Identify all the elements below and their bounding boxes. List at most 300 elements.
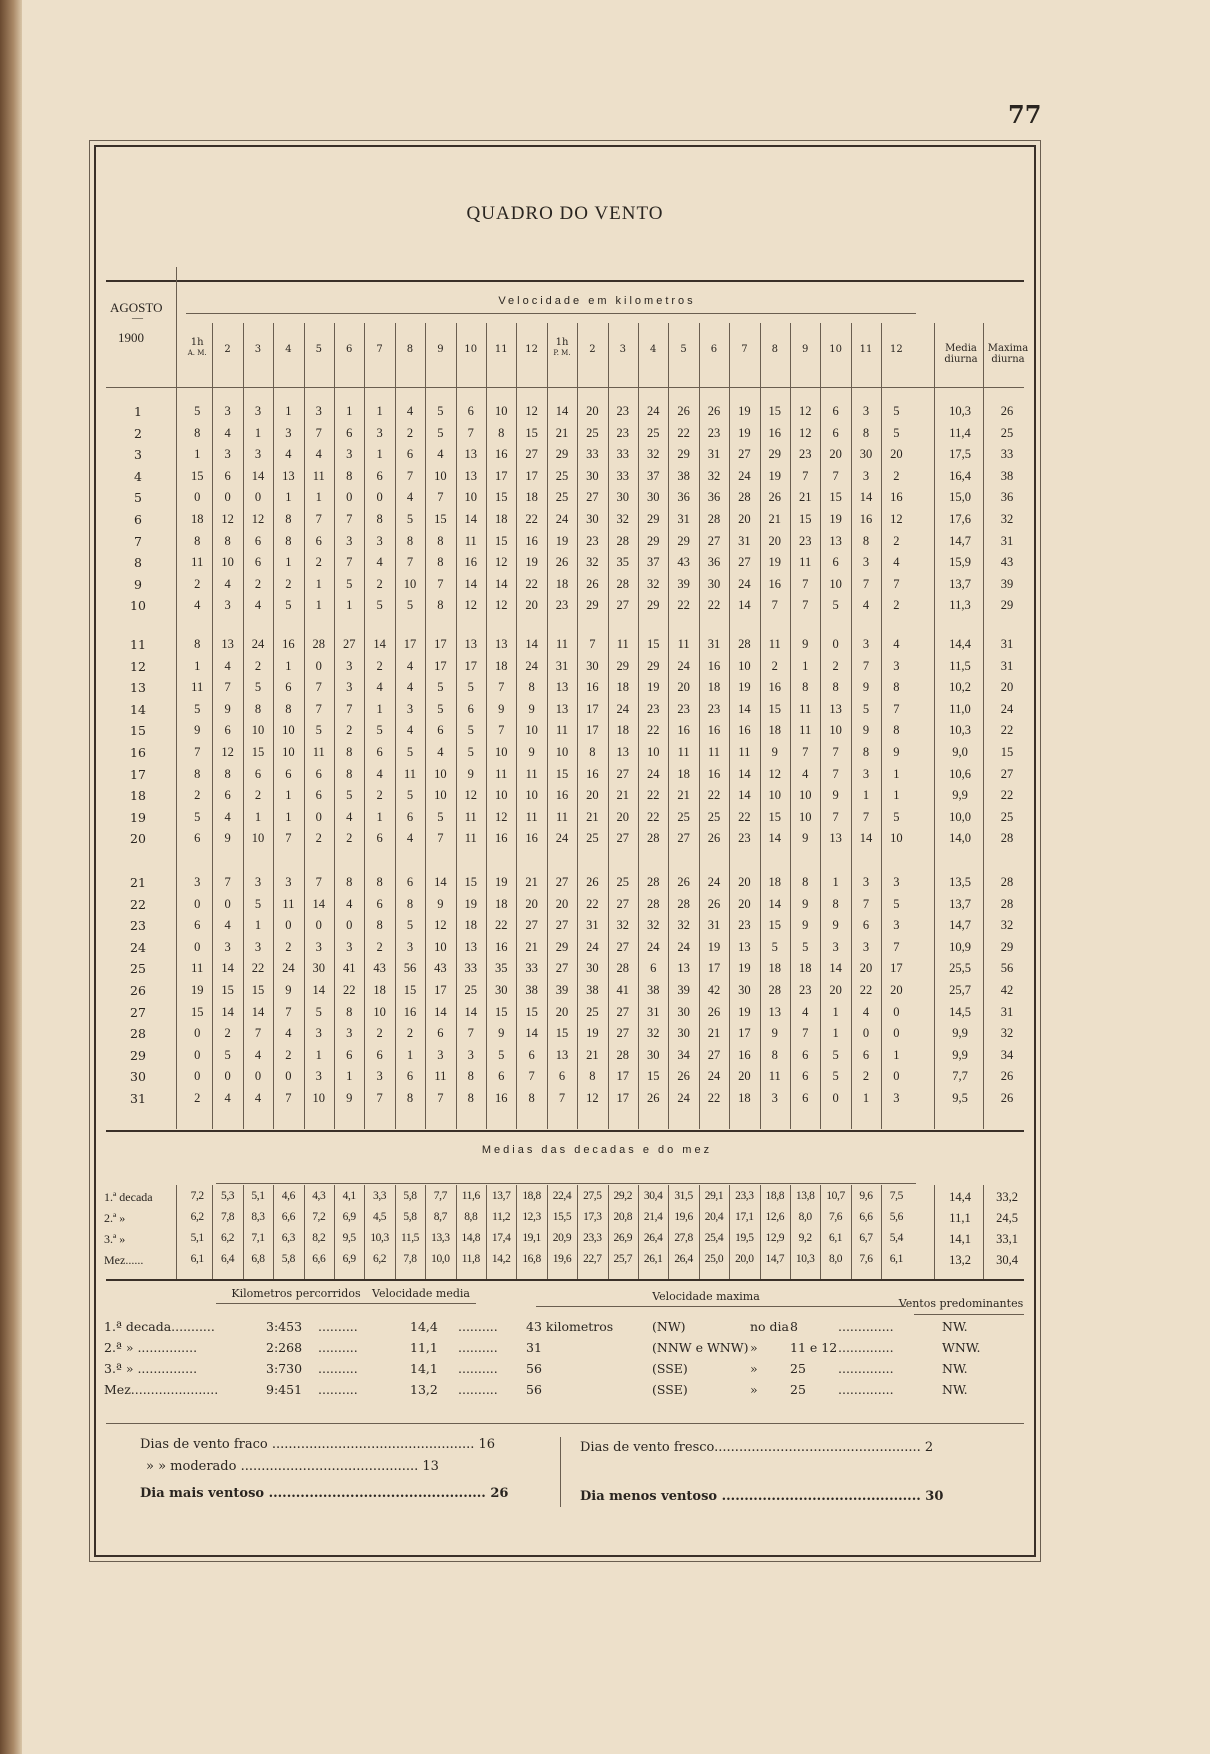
hourly-velocity: 16 [738,1047,751,1062]
hourly-velocity: 10 [525,788,538,803]
hourly-velocity: 9 [802,637,809,651]
hour-header-label: 10 [829,344,842,355]
hourly-velocity: 5 [832,1069,839,1084]
hourly-velocity: 4 [285,447,292,462]
decada-hourly-mean: 12,9 [765,1232,785,1244]
hourly-velocity: 14 [251,1004,265,1019]
hourly-velocity: 2 [254,788,262,803]
hourly-velocity: 0 [832,1091,839,1105]
summary-dia: 25 [790,1361,806,1376]
hourly-velocity: 33 [525,961,538,976]
hourly-velocity: 18 [494,658,508,673]
column-rule [983,1185,984,1279]
hourly-velocity: 23 [798,533,812,548]
hourly-velocity: 1 [862,788,870,803]
hourly-velocity: 7 [802,1026,809,1041]
hourly-velocity: 5 [346,576,353,591]
hourly-velocity: 2 [194,576,201,591]
hourly-velocity: 14 [221,1004,234,1019]
hourly-velocity: 7 [862,896,870,911]
hourly-velocity: 1 [285,490,292,505]
hourly-velocity: 11 [191,555,204,570]
day-number: 2 [134,425,142,441]
hourly-velocity: 3 [346,1026,353,1041]
hourly-velocity: 33 [464,961,478,976]
hourly-velocity: 10 [282,723,295,738]
hourly-velocity: 10 [251,831,265,846]
hourly-velocity: 16 [464,555,478,570]
hourly-velocity: 19 [738,1004,751,1019]
decada-hourly-mean: 6,4 [220,1253,235,1265]
hourly-velocity: 7 [254,1026,262,1041]
hourly-velocity: 4 [893,555,900,570]
hourly-velocity: 0 [224,896,231,911]
hourly-velocity: 21 [525,875,538,889]
decadas-group-rule [216,1183,916,1184]
hourly-velocity: 7 [437,1091,444,1105]
hourly-velocity: 9 [893,745,900,759]
maxima-diurna: 24 [1000,701,1014,716]
summary-label: 3.ª » ............... [104,1361,198,1376]
media-diurna: 14,7 [949,918,971,933]
summary-dia: 8 [790,1319,798,1334]
hourly-velocity: 11 [403,766,417,781]
leader-dots: .......... [458,1361,498,1376]
hourly-velocity: 1 [194,447,201,462]
book-binding [0,0,22,1754]
hourly-velocity: 2 [406,1026,414,1041]
hourly-velocity: 8 [862,425,870,440]
hourly-velocity: 24 [282,961,295,976]
hourly-velocity: 12 [464,598,478,613]
hourly-velocity: 27 [616,939,630,954]
hourly-velocity: 13 [555,680,569,695]
hourly-velocity: 20 [555,896,569,911]
hourly-velocity: 3 [285,425,292,440]
hourly-velocity: 0 [285,918,292,933]
hourly-velocity: 3 [346,939,353,954]
hourly-velocity: 8 [194,637,201,651]
decada-hourly-mean: 8,7 [433,1211,447,1223]
hourly-velocity: 18 [707,680,721,695]
hourly-velocity: 22 [586,896,599,911]
hourly-velocity: 4 [406,658,414,673]
media-diurna: 16,4 [949,468,971,483]
maxima-diurna: 25 [1000,425,1014,440]
hourly-velocity: 9 [467,766,474,781]
hourly-velocity: 11 [768,637,781,651]
hourly-velocity: 1 [406,1047,414,1062]
hour-header [699,344,729,355]
hourly-velocity: 18 [464,918,478,933]
decada-maxima: 33,1 [996,1232,1018,1246]
leader-dots: .............. [838,1319,894,1334]
day-number: 9 [134,576,142,592]
hourly-velocity: 21 [707,1026,721,1041]
hourly-velocity: 10 [434,788,447,803]
hourly-velocity: 14 [373,637,386,651]
hourly-velocity: 7 [315,875,322,889]
decada-hourly-mean: 5,8 [403,1190,417,1202]
column-rule [934,323,935,1129]
hourly-velocity: 11 [616,637,629,651]
maxima-diurna: 28 [1000,896,1014,911]
hourly-velocity: 3 [224,939,231,954]
hourly-velocity: 1 [315,576,322,591]
hourly-velocity: 1 [285,555,292,570]
hourly-velocity: 6 [254,533,262,548]
decada-hourly-mean: 31,5 [674,1190,693,1202]
leader-dots: .......... [318,1319,358,1334]
hourly-velocity: 32 [646,918,660,933]
decada-maxima: 24,5 [996,1211,1018,1225]
day-number: 1 [134,404,142,419]
hourly-velocity: 5 [315,1004,322,1019]
column-rule [176,267,177,1129]
decada-hourly-mean: 20,9 [552,1232,572,1244]
decada-hourly-mean: 6,2 [220,1232,235,1244]
day-number: 28 [130,1026,146,1042]
hourly-velocity: 10 [282,745,295,759]
hourly-velocity: 0 [893,1026,900,1041]
hourly-velocity: 7 [558,1091,566,1105]
hourly-velocity: 15 [190,1004,204,1019]
decada-hourly-mean: 12,3 [522,1211,541,1223]
hourly-velocity: 2 [346,723,353,738]
summary-rule-velmax [536,1306,906,1307]
hourly-velocity: 15 [494,490,508,505]
hour-header [304,344,334,355]
hourly-velocity: 7 [315,680,322,695]
hourly-velocity: 13 [555,1047,569,1062]
decada-label: 1.ª decada [104,1190,153,1204]
summary-dia-word: no dia [750,1319,790,1334]
hourly-velocity: 13 [677,961,690,976]
hourly-velocity: 6 [194,918,201,933]
maxima-diurna: 56 [1000,961,1014,976]
decada-hourly-mean: 11,6 [461,1190,480,1202]
hourly-velocity: 9 [862,723,870,738]
hourly-velocity: 8 [376,512,383,526]
column-rule [983,323,984,1129]
hourly-velocity: 2 [346,831,353,846]
hourly-velocity: 5 [315,723,322,738]
hourly-velocity: 12 [434,918,447,933]
decada-hourly-mean: 5,8 [281,1253,295,1265]
maxima-diurna: 33 [1000,447,1014,462]
hourly-velocity: 8 [437,555,444,570]
hourly-velocity: 9 [528,701,535,716]
media-diurna: 10,3 [949,723,971,738]
decada-hourly-mean: 26,9 [613,1232,633,1244]
hourly-velocity: 2 [376,788,383,803]
hourly-velocity: 6 [376,831,383,846]
hourly-velocity: 4 [437,745,444,759]
hourly-velocity: 7 [893,939,900,954]
hourly-velocity: 28 [738,490,751,505]
day-number: 7 [134,533,142,549]
hourly-velocity: 15 [555,1026,569,1041]
maxima-diurna: 27 [1000,766,1014,781]
hourly-velocity: 16 [859,512,873,526]
hourly-velocity: 28 [616,961,630,976]
decada-hourly-mean: 21,4 [643,1211,663,1223]
hourly-velocity: 37 [646,468,660,483]
hourly-velocity: 1 [346,598,353,613]
day-number: 3 [134,447,142,463]
hourly-velocity: 6 [406,1069,414,1084]
hourly-velocity: 1 [893,788,900,803]
decada-hourly-mean: 23,3 [583,1232,602,1244]
hourly-velocity: 2 [285,576,292,591]
hourly-velocity: 7 [285,831,292,846]
hour-header [334,344,364,355]
hourly-velocity: 10 [312,1091,326,1105]
hourly-velocity: 15 [768,404,782,418]
hourly-velocity: 12 [768,766,782,781]
hourly-velocity: 7 [346,701,353,716]
hourly-velocity: 29 [555,939,569,954]
decada-hourly-mean: 19,6 [674,1211,693,1223]
hourly-velocity: 2 [285,939,292,954]
hourly-velocity: 4 [376,555,383,570]
hourly-velocity: 5 [406,918,414,933]
hourly-velocity: 38 [646,983,660,997]
hourly-velocity: 10 [768,788,782,803]
hourly-velocity: 7 [832,468,839,483]
decada-hourly-mean: 25,4 [704,1232,724,1244]
hourly-velocity: 11 [525,766,538,781]
hourly-velocity: 23 [707,701,721,716]
hourly-velocity: 6 [315,766,322,781]
hourly-velocity: 30 [677,1004,690,1019]
hourly-velocity: 6 [802,1047,809,1062]
day-number: 13 [130,680,146,696]
hourly-velocity: 36 [707,490,721,505]
hourly-velocity: 11 [677,637,690,651]
summary-direction: (NNW e WNW) [652,1340,749,1355]
hourly-velocity: 8 [832,680,839,695]
decada-hourly-mean: 6,1 [889,1253,903,1265]
hourly-velocity: 1 [315,598,322,613]
hourly-velocity: 22 [677,425,690,440]
hourly-velocity: 4 [406,404,414,418]
leader-dots: .......... [318,1361,358,1376]
hourly-velocity: 11 [191,680,204,695]
hourly-velocity: 19 [555,533,569,548]
decada-hourly-mean: 23,3 [735,1190,754,1202]
hourly-velocity: 11 [768,1069,781,1084]
hourly-velocity: 9 [528,745,535,759]
hourly-velocity: 10 [646,745,660,759]
hourly-velocity: 7 [376,1091,383,1105]
maxima-diurna: 43 [1000,555,1014,570]
maxima-diurna: 26 [1000,1091,1014,1105]
hourly-velocity: 4 [254,1091,262,1105]
hourly-velocity: 14 [434,1004,447,1019]
hourly-velocity: 6 [285,766,292,781]
hourly-velocity: 30 [707,576,721,591]
summary-label: Mez...................... [104,1382,219,1397]
decada-hourly-mean: 26,4 [674,1253,693,1265]
hourly-velocity: 7 [194,745,201,759]
hourly-velocity: 15 [525,425,538,440]
hourly-velocity: 11 [555,723,569,738]
decada-hourly-mean: 7,8 [220,1211,235,1223]
hourly-velocity: 6 [406,875,414,889]
hour-header [668,344,698,355]
hourly-velocity: 30 [586,961,599,976]
hourly-velocity: 20 [768,533,782,548]
hourly-velocity: 6 [224,723,231,738]
hour-header-label: 5 [680,344,687,355]
hourly-velocity: 30 [586,512,599,526]
hourly-velocity: 24 [738,576,751,591]
decada-hourly-mean: 6,9 [342,1211,356,1223]
hourly-velocity: 13 [494,637,508,651]
hourly-velocity: 27 [677,831,690,846]
hourly-velocity: 41 [342,961,356,976]
hourly-velocity: 1 [285,809,292,824]
decada-hourly-mean: 7,2 [190,1190,204,1202]
hourly-velocity: 9 [862,680,870,695]
hourly-velocity: 11 [312,468,325,483]
hourly-velocity: 36 [677,490,690,505]
hourly-velocity: 29 [646,598,660,613]
decada-hourly-mean: 9,6 [859,1190,873,1202]
hourly-velocity: 9 [771,1026,778,1041]
hourly-velocity: 2 [893,598,900,613]
hourly-velocity: 16 [494,831,508,846]
hourly-velocity: 4 [406,490,414,505]
hourly-velocity: 31 [555,658,569,673]
hourly-velocity: 26 [586,576,599,591]
hourly-velocity: 6 [224,468,231,483]
media-diurna: 14,0 [949,831,971,846]
hourly-velocity: 1 [376,701,383,716]
hourly-velocity: 8 [832,896,839,911]
decada-hourly-mean: 4,5 [372,1211,387,1223]
hourly-velocity: 3 [315,1069,322,1084]
decada-hourly-mean: 8,0 [828,1253,843,1265]
hourly-velocity: 16 [890,490,903,505]
hourly-velocity: 14 [738,788,751,803]
hourly-velocity: 21 [525,939,538,954]
hourly-velocity: 16 [738,723,751,738]
hour-header-label: 2 [589,344,596,355]
hourly-velocity: 3 [862,555,870,570]
hour-header [851,344,881,355]
hourly-velocity: 8 [802,680,809,695]
hourly-velocity: 22 [494,918,508,933]
hourly-velocity: 16 [494,939,508,954]
hourly-velocity: 30 [586,468,599,483]
hourly-velocity: 6 [315,533,322,548]
hourly-velocity: 6 [376,896,383,911]
hour-header [516,344,546,355]
day-number: 5 [134,490,142,506]
hourly-velocity: 20 [890,447,903,462]
hourly-velocity: 23 [798,447,812,462]
hourly-velocity: 33 [616,447,630,462]
hourly-velocity: 7 [589,637,596,651]
hourly-velocity: 3 [862,939,870,954]
hourly-velocity: 28 [677,896,690,911]
hourly-velocity: 18 [768,961,782,976]
decada-hourly-mean: 26,1 [643,1253,663,1265]
maxima-diurna: 26 [1000,404,1014,418]
decada-hourly-mean: 18,8 [522,1190,541,1202]
hourly-velocity: 0 [862,1026,870,1041]
hourly-velocity: 19 [738,961,751,976]
hourly-velocity: 17 [434,637,447,651]
hour-header [425,344,455,355]
media-diurna: 10,6 [949,766,971,781]
hourly-velocity: 4 [224,1091,231,1105]
hourly-velocity: 34 [677,1047,690,1062]
hourly-velocity: 7 [406,468,414,483]
hourly-velocity: 32 [677,918,690,933]
hourly-velocity: 39 [555,983,569,997]
decada-hourly-mean: 22,7 [583,1253,602,1265]
hourly-velocity: 17 [707,961,721,976]
decada-hourly-mean: 18,8 [765,1190,785,1202]
leader-dots: .......... [318,1382,358,1397]
hourly-velocity: 38 [525,983,538,997]
pm-label: P. M. [553,349,571,357]
hourly-velocity: 1 [376,404,383,418]
maxima-diurna: 25 [1000,809,1014,824]
hourly-velocity: 11 [799,701,812,716]
leader-dots: .......... [318,1340,358,1355]
hourly-velocity: 20 [738,875,751,889]
hourly-velocity: 8 [346,1004,353,1019]
hourly-velocity: 25 [586,831,599,846]
hourly-velocity: 0 [315,658,322,673]
maxima-diurna: 34 [1000,1047,1014,1062]
hourly-velocity: 38 [677,468,690,483]
hourly-velocity: 0 [285,1069,292,1084]
hourly-velocity: 32 [586,555,599,570]
hourly-velocity: 25 [586,425,599,440]
hourly-velocity: 23 [616,404,630,418]
media-diurna: 10,0 [949,809,971,824]
hourly-velocity: 24 [707,875,721,889]
leader-dots: .......... [458,1340,498,1355]
hourly-velocity: 35 [494,961,508,976]
decada-hourly-mean: 27,5 [583,1190,602,1202]
hour-header-label: 1h [190,337,204,348]
decada-hourly-mean: 17,3 [583,1211,602,1223]
hourly-velocity: 1 [346,1069,353,1084]
hourly-velocity: 24 [616,701,630,716]
decada-hourly-mean: 13,8 [795,1190,815,1202]
hourly-velocity: 3 [315,939,322,954]
hourly-velocity: 0 [254,490,262,505]
hour-header-label: 5 [315,344,322,355]
hourly-velocity: 8 [467,1091,474,1105]
hourly-velocity: 4 [437,447,444,462]
hour-header-label: 4 [285,344,292,355]
wind-table-frame [94,145,1036,1557]
hourly-velocity: 7 [802,745,809,759]
hourly-velocity: 22 [525,576,538,591]
hourly-velocity: 2 [254,576,262,591]
hourly-velocity: 5 [771,939,778,954]
hourly-velocity: 11 [464,533,477,548]
hourly-velocity: 13 [829,831,842,846]
hourly-velocity: 15 [190,468,204,483]
